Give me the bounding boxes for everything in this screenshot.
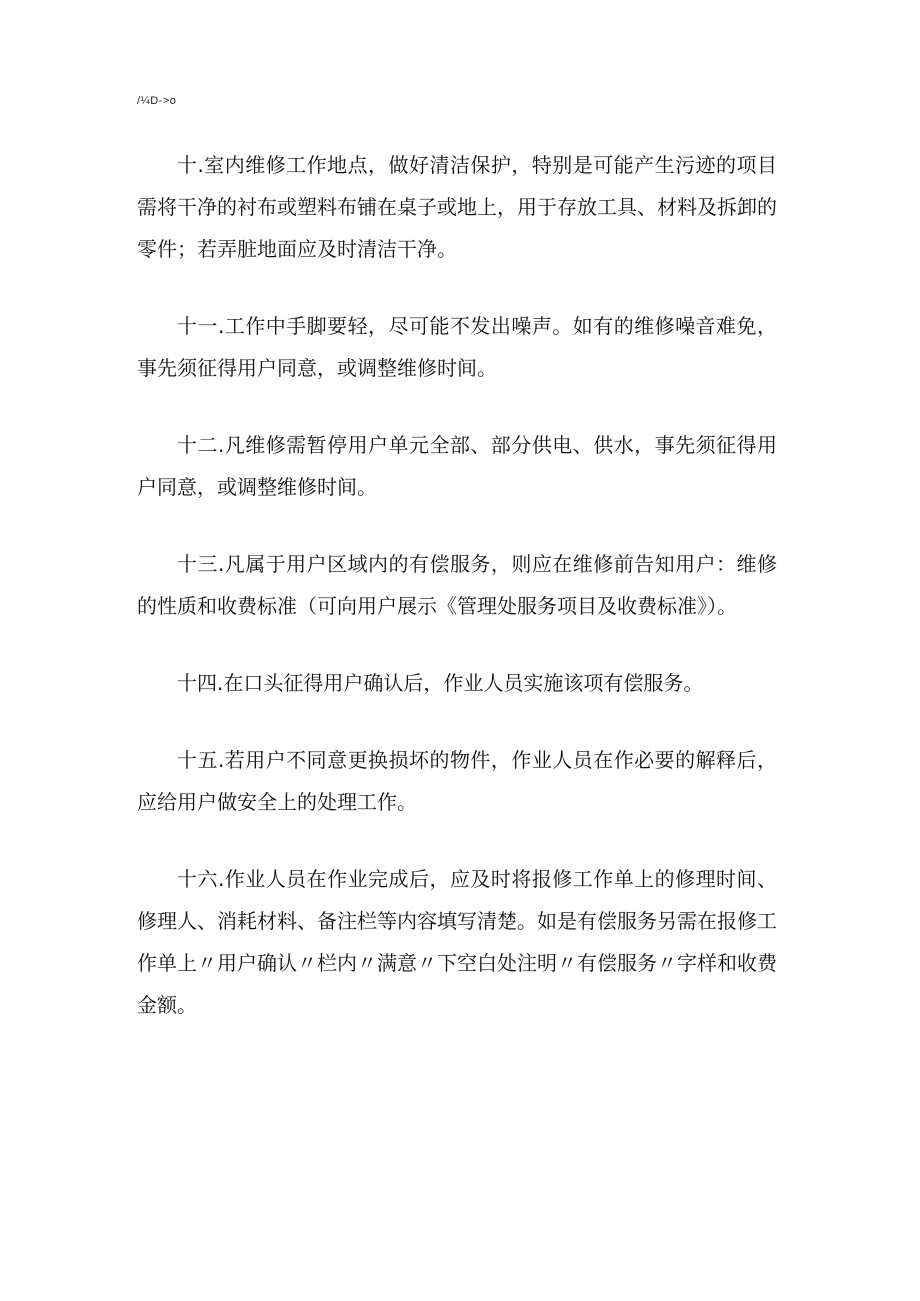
paragraph-15: 十五.若用户不同意更换损坏的物件，作业人员在作必要的解释后，应给用户做安全上的处理工作。 bbox=[137, 748, 777, 814]
paragraph-10: 十.室内维修工作地点，做好清洁保护，特别是可能产生污迹的项目需将干净的衬布或塑料布铺在桌子或地上，用于存放工具、材料及拆卸的零件；若弄脏地面应及时清洁干净。 bbox=[137, 153, 777, 261]
paragraph-12: 十二.凡维修需暂停用户单元全部、部分供电、供水，事先须征得用户同意，或调整维修时间。 bbox=[137, 433, 777, 499]
header-mark: /¼D->o bbox=[137, 95, 177, 107]
document-body bbox=[137, 144, 777, 1061]
paragraph-16: 十六.作业人员在作业完成后，应及时将报修工作单上的修理时间、修理人、消耗材料、备注栏等内容填写清楚。如是有偿服务另需在报修工作单上〃用户确认〃栏内〃满意〃下空白处注明〃有偿服务〃字样和收费金额。 bbox=[137, 867, 777, 1017]
paragraph-11: 十一.工作中手脚要轻，尽可能不发出噪声。如有的维修噪音难免，事先须征得用户同意，或调整维修时间。 bbox=[137, 314, 777, 380]
paragraph-14: 十四.在口头征得用户确认后，作业人员实施该项有偿服务。 bbox=[177, 671, 704, 695]
paragraph-13: 十三.凡属于用户区域内的有偿服务，则应在维修前告知用户：维修的性质和收费标准（可向用户展示《管理处服务项目及收费标准》）。 bbox=[137, 552, 777, 618]
